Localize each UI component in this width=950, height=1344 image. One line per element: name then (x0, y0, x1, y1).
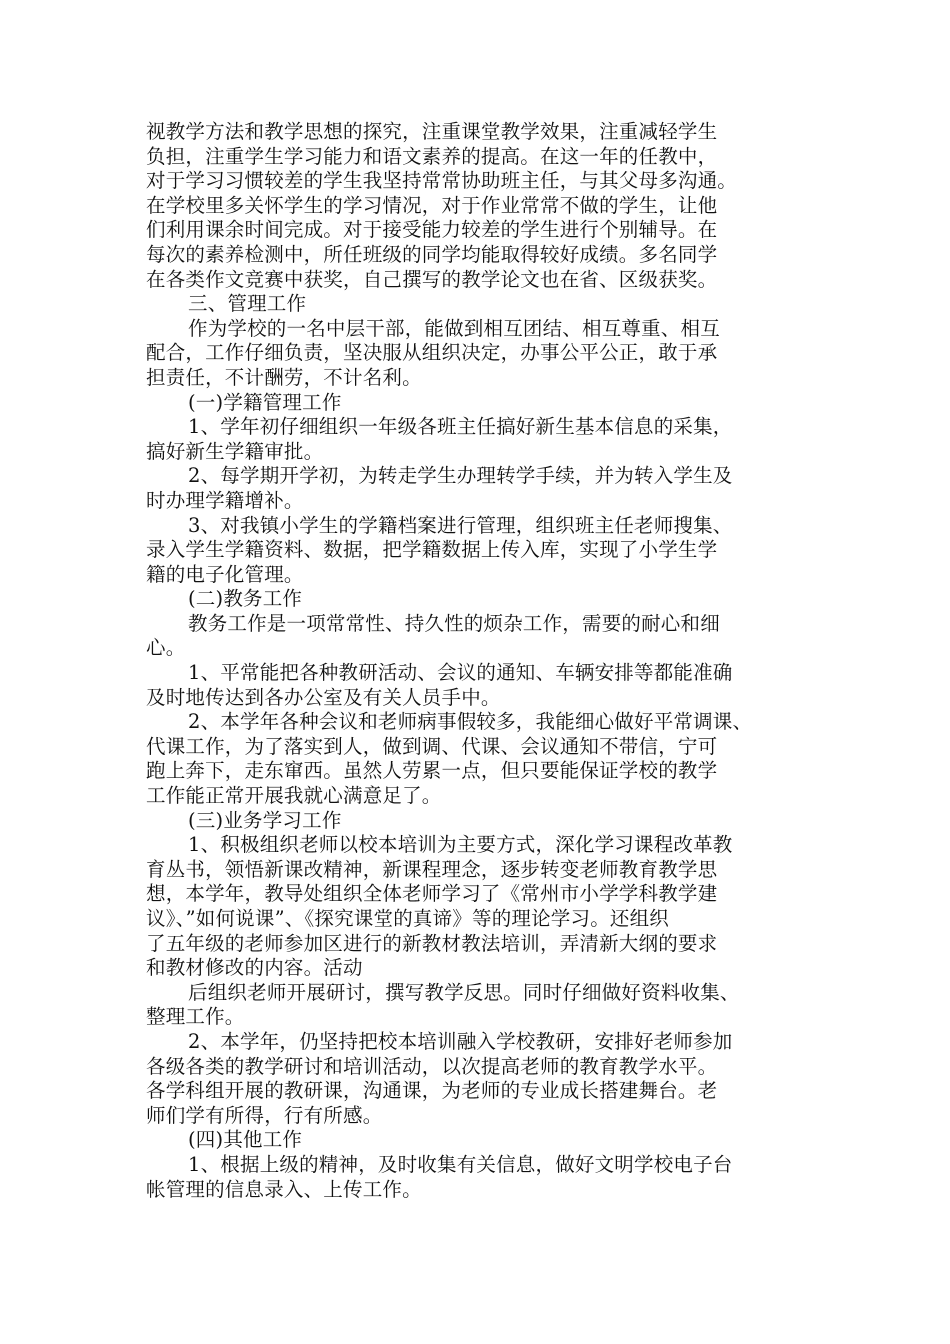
paragraph-line: 育丛书，领悟新课改精神，新课程理念，逐步转变老师教育教学思 (146, 857, 718, 881)
paragraph-line-indented: (四)其他工作 (188, 1128, 303, 1152)
paragraph-line: 在学校里多关怀学生的学习情况，对于作业常常不做的学生，让他 (146, 193, 718, 217)
paragraph-line-indented: 3、对我镇小学生的学籍档案进行管理，组织班主任老师搜集、 (188, 513, 733, 537)
paragraph-line: 在各类作文竞赛中获奖，自己撰写的教学论文也在省、区级获奖。 (146, 267, 718, 291)
paragraph-line: 录入学生学籍资料、数据，把学籍数据上传入库，实现了小学生学 (146, 538, 718, 562)
paragraph-line: 籍的电子化管理。 (146, 562, 304, 586)
paragraph-line-indented: 2、本学年，仍坚持把校本培训融入学校教研，安排好老师参加 (188, 1029, 733, 1053)
paragraph-line: 负担，注重学生学习能力和语文素养的提高。在这一年的任教中， (146, 144, 718, 168)
paragraph-line: 整理工作。 (146, 1005, 245, 1029)
paragraph-line: 担责任，不计酬劳，不计名利。 (146, 365, 422, 389)
paragraph-line: 对于学习习惯较差的学生我坚持常常协助班主任，与其父母多沟通。 (146, 169, 738, 193)
paragraph-line: 配合，工作仔细负责，坚决服从组织决定，办事公平公正，敢于承 (146, 341, 718, 365)
paragraph-line-indented: (二)教务工作 (188, 587, 303, 611)
document-page (146, 120, 836, 1202)
paragraph-line: 每次的素养检测中，所任班级的同学均能取得较好成绩。多名同学 (146, 242, 718, 266)
paragraph-line: 搞好新生学籍审批。 (146, 439, 324, 463)
paragraph-line: 视教学方法和教学思想的探究，注重课堂教学效果，注重减轻学生 (146, 120, 718, 143)
paragraph-line-indented: 1、平常能把各种教研活动、会议的通知、车辆安排等都能准确 (188, 661, 733, 685)
paragraph-line: 及时地传达到各办公室及有关人员手中。 (146, 685, 501, 709)
paragraph-line: 想，本学年，教导处组织全体老师学习了《常州市小学学科教学建 (146, 882, 718, 906)
paragraph-line-indented: 后组织老师开展研讨，撰写教学反思。同时仔细做好资料收集、 (188, 980, 740, 1004)
paragraph-line: 各学科组开展的教研课，沟通课，为老师的专业成长搭建舞台。老 (146, 1079, 718, 1103)
paragraph-line-indented: (一)学籍管理工作 (188, 390, 342, 414)
paragraph-line: 帐管理的信息录入、上传工作。 (146, 1177, 422, 1201)
paragraph-line-indented: 1、积极组织老师以校本培训为主要方式，深化学习课程改革教 (188, 833, 733, 857)
paragraph-line: 时办理学籍增补。 (146, 488, 304, 512)
paragraph-line: 了五年级的老师参加区进行的新教材教法培训，弄清新大纲的要求 (146, 931, 718, 955)
paragraph-line: 和教材修改的内容。活动 (146, 956, 363, 980)
paragraph-line: 心。 (146, 636, 186, 660)
paragraph-line-indented: 三、管理工作 (188, 292, 307, 316)
paragraph-line-indented: 1、学年初仔细组织一年级各班主任搞好新生基本信息的采集， (188, 415, 733, 439)
paragraph-line: 议》、”如何说课”、《探究课堂的真谛》等的理论学习。还组织 (146, 907, 669, 930)
paragraph-line-indented: 2、每学期开学初，为转走学生办理转学手续，并为转入学生及 (188, 464, 733, 488)
paragraph-line-indented: 2、本学年各种会议和老师病事假较多，我能细心做好平常调课、 (188, 710, 753, 734)
paragraph-line-indented: 1、根据上级的精神，及时收集有关信息，做好文明学校电子台 (188, 1152, 733, 1176)
paragraph-line: 跑上奔下，走东窜西。虽然人劳累一点，但只要能保证学校的教学 (146, 759, 718, 783)
paragraph-line-indented: (三)业务学习工作 (188, 808, 342, 832)
paragraph-line: 各级各类的教学研讨和培训活动，以次提高老师的教育教学水平。 (146, 1054, 718, 1078)
paragraph-line: 工作能正常开展我就心满意足了。 (146, 784, 442, 808)
paragraph-line-indented: 作为学校的一名中层干部，能做到相互团结、相互尊重、相互 (188, 316, 720, 340)
paragraph-line: 代课工作，为了落实到人，做到调、代课、会议通知不带信，宁可 (146, 734, 718, 758)
paragraph-line-indented: 教务工作是一项常常性、持久性的烦杂工作，需要的耐心和细 (188, 611, 720, 635)
paragraph-line: 们利用课余时间完成。对于接受能力较差的学生进行个别辅导。在 (146, 218, 718, 242)
paragraph-line: 师们学有所得，行有所感。 (146, 1103, 383, 1127)
